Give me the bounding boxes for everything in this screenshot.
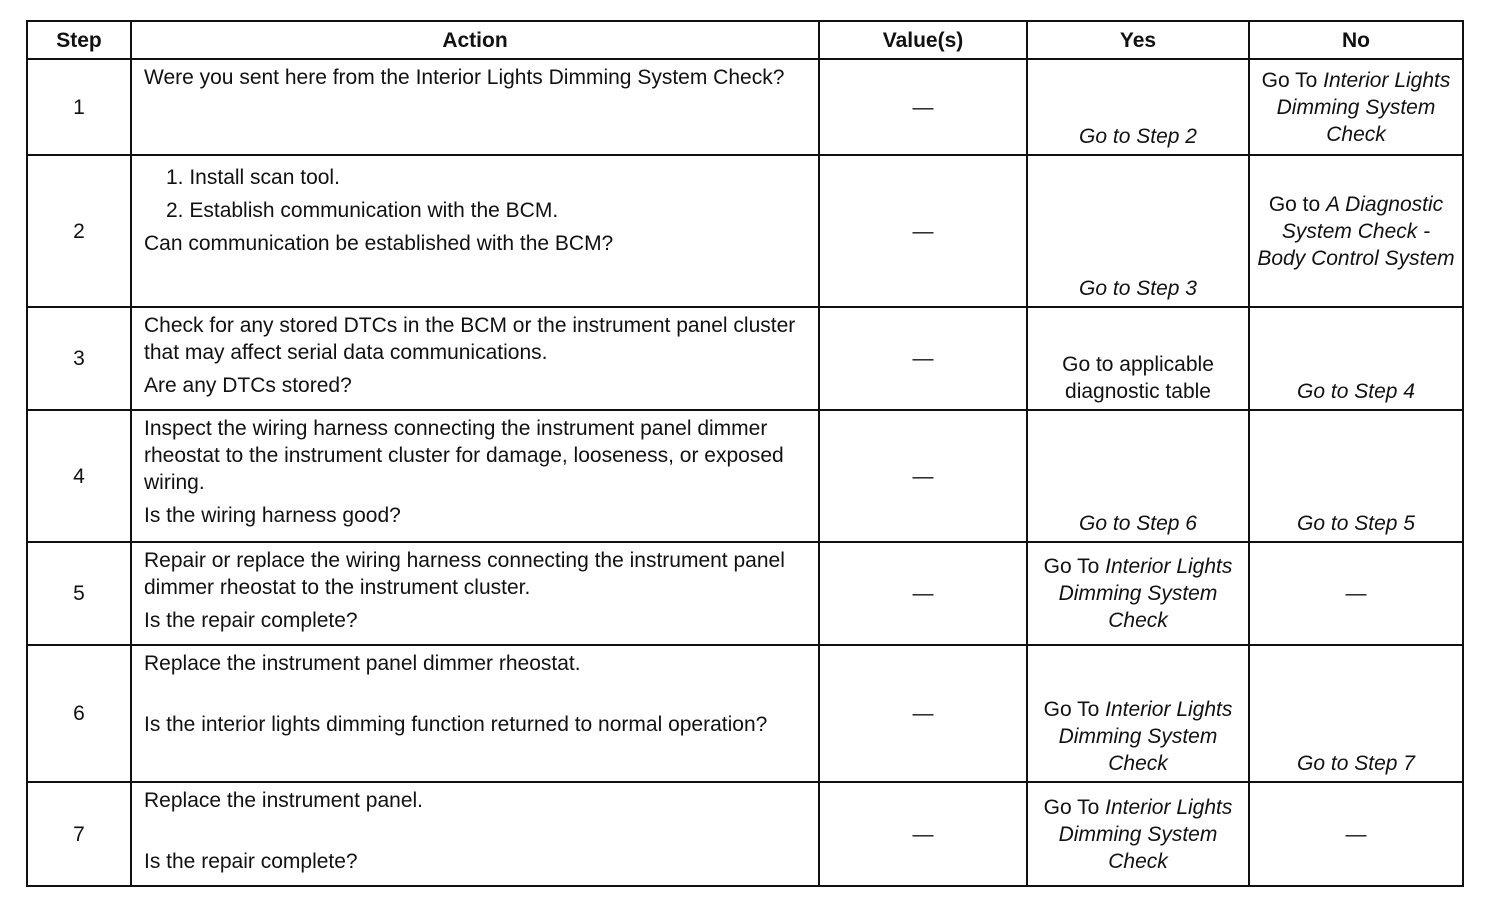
- no-cell: [1249, 410, 1463, 542]
- action-question: Is the wiring harness good?: [144, 504, 401, 527]
- action-cell: [131, 542, 819, 645]
- action-text: Replace the instrument panel dimmer rheostat.: [144, 652, 581, 675]
- yes-text: Go To: [1043, 555, 1106, 578]
- no-cell: [1249, 59, 1463, 155]
- step-number: 2: [27, 155, 131, 307]
- no-cell: [1249, 782, 1463, 886]
- no-text: —: [1345, 822, 1367, 846]
- table-row: [27, 59, 1463, 155]
- value-cell: —: [819, 782, 1027, 886]
- yes-cell: [1027, 410, 1249, 542]
- yes-cell: [1027, 59, 1249, 155]
- header-yes: Yes: [1027, 21, 1249, 59]
- action-cell: [131, 307, 819, 410]
- action-text: Inspect the wiring harness connecting the instrument panel dimmer rheostat to the instrument cluster for damage, looseness, or exposed wiring.: [144, 417, 784, 494]
- table-row: [27, 307, 1463, 410]
- action-cell: [131, 155, 819, 307]
- value-cell: —: [819, 542, 1027, 645]
- yes-link: Interior Lights Dimming System Check: [1058, 555, 1233, 632]
- header-no: No: [1249, 21, 1463, 59]
- no-link: Interior Lights Dimming System Check: [1276, 68, 1451, 146]
- value-cell: —: [819, 410, 1027, 542]
- action-text: Replace the instrument panel.: [144, 789, 423, 812]
- yes-cell: [1027, 542, 1249, 645]
- no-link: A Diagnostic System Check - Body Control System: [1257, 192, 1455, 270]
- action-question: Is the interior lights dimming function returned to normal operation?: [144, 713, 768, 736]
- no-link: Go to Step 7: [1297, 752, 1415, 775]
- no-cell: [1249, 155, 1463, 307]
- step-number: 5: [27, 542, 131, 645]
- action-cell: [131, 59, 819, 155]
- header-values: Value(s): [819, 21, 1027, 59]
- action-text: Were you sent here from the Interior Lights Dimming System Check?: [144, 66, 785, 89]
- action-cell: [131, 782, 819, 886]
- value-cell: —: [819, 155, 1027, 307]
- yes-text: Go to applicable diagnostic table: [1062, 353, 1214, 403]
- step-number: 4: [27, 410, 131, 542]
- action-question: Can communication be established with the BCM?: [144, 232, 614, 255]
- yes-link: Go to Step 6: [1079, 512, 1197, 535]
- step-number: 1: [27, 59, 131, 155]
- no-text: Go To: [1261, 68, 1324, 92]
- no-cell: [1249, 645, 1463, 782]
- header-row: [27, 21, 1463, 59]
- action-cell: [131, 410, 819, 542]
- step-number: 3: [27, 307, 131, 410]
- yes-cell: [1027, 155, 1249, 307]
- action-list-item: 1. Install scan tool.: [166, 166, 340, 189]
- header-action: Action: [131, 21, 819, 59]
- action-list-item: 2. Establish communication with the BCM.: [166, 199, 559, 222]
- step-number: 6: [27, 645, 131, 782]
- table-row: [27, 155, 1463, 307]
- no-text: —: [1345, 582, 1367, 605]
- table-row: [27, 410, 1463, 542]
- header-step: Step: [27, 21, 131, 59]
- yes-link: Go to Step 2: [1079, 125, 1197, 148]
- yes-link: Interior Lights Dimming System Check: [1058, 795, 1233, 873]
- value-cell: —: [819, 307, 1027, 410]
- table-row: [27, 782, 1463, 886]
- action-cell: [131, 645, 819, 782]
- diagnostic-table: [26, 20, 1464, 887]
- action-text: Check for any stored DTCs in the BCM or the instrument panel cluster that may affect serial data communications.: [144, 314, 796, 364]
- yes-link: Go to Step 3: [1079, 277, 1197, 300]
- yes-cell: [1027, 307, 1249, 410]
- no-link: Go to Step 5: [1297, 512, 1415, 535]
- action-question: Is the repair complete?: [144, 609, 358, 632]
- yes-text: Go To: [1043, 698, 1106, 721]
- table-row: [27, 542, 1463, 645]
- yes-text: Go To: [1043, 795, 1106, 819]
- step-number: 7: [27, 782, 131, 886]
- yes-cell: [1027, 782, 1249, 886]
- action-question: Are any DTCs stored?: [144, 374, 352, 397]
- diagnostic-table-container: [26, 20, 1462, 887]
- action-text: Repair or replace the wiring harness connecting the instrument panel dimmer rheostat to the instrument cluster.: [144, 549, 785, 599]
- no-text: Go to: [1268, 192, 1327, 216]
- yes-link: Interior Lights Dimming System Check: [1058, 698, 1233, 775]
- value-cell: —: [819, 59, 1027, 155]
- action-question: Is the repair complete?: [144, 850, 358, 873]
- table-row: [27, 645, 1463, 782]
- no-cell: [1249, 542, 1463, 645]
- no-link: Go to Step 4: [1297, 380, 1415, 403]
- value-cell: —: [819, 645, 1027, 782]
- yes-cell: [1027, 645, 1249, 782]
- no-cell: [1249, 307, 1463, 410]
